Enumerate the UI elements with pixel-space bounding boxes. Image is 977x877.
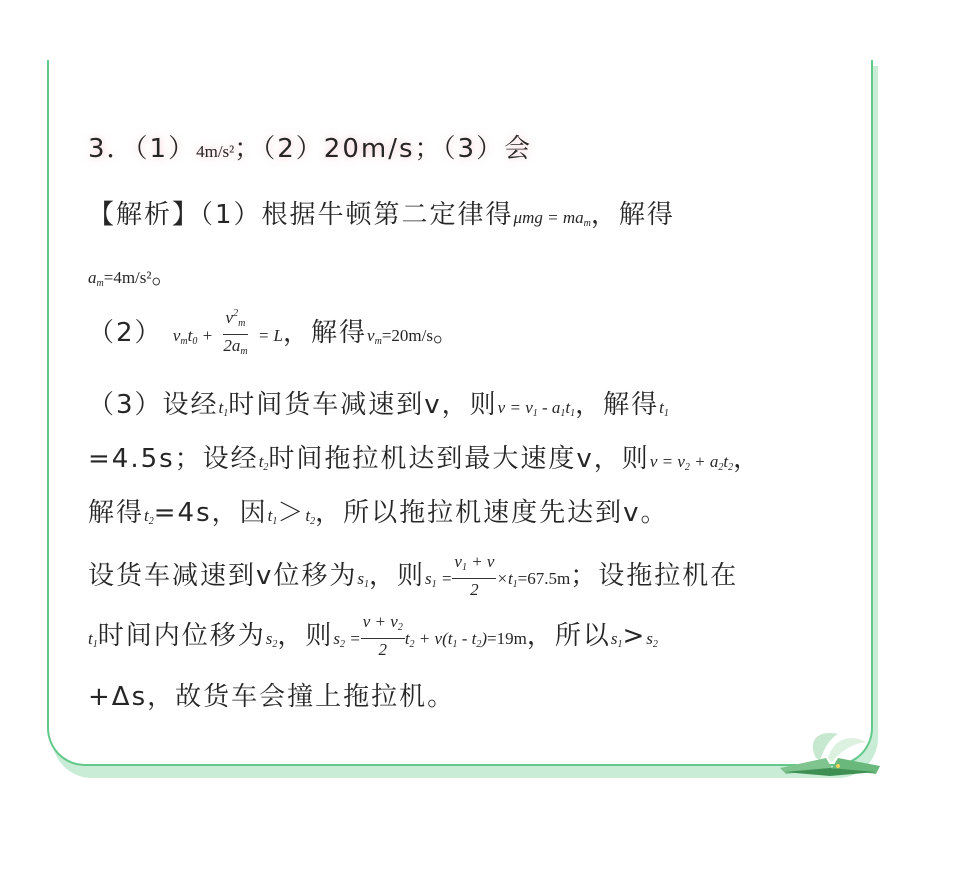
open-book-icon (776, 728, 886, 778)
analysis-part3-line4: 设货车减速到v位移为$s_1$，则$s_1$ = $\frac{v_1 + v}{2}$ $\times t_1=67.5m$；设拖拉机在 (88, 552, 739, 599)
analysis-line-2: $a_m=4m/s^2$。 (88, 260, 180, 290)
eq-vt: $v_mt_0$ + (172, 326, 214, 347)
analysis-part3-line2: =4.5s；设经$t_2$时间拖拉机达到最大速度v，则$v = v_2 + a_2t_2$， (88, 444, 762, 474)
answer-part1: 4m/s² (196, 142, 235, 161)
fraction-vm2-2am: $\frac{v^2_m}{2a_m}$ (223, 304, 247, 363)
fraction-v1-plus-v: $\frac{v_1 + v}{2}$ (454, 552, 495, 599)
analysis-part3-line6: +Δs，故货车会撞上拖拉机。 (88, 682, 456, 712)
fraction-v-plus-v2: $\frac{v + v_2}{2}$ (362, 612, 403, 659)
analysis-part3-line3: 解得$t_2=4s$，因$t_1>t_2$，所以拖拉机速度先达到v。 (88, 498, 669, 528)
eq-newton: $\mu mg = ma_m$ (513, 208, 591, 229)
eq-v-decel: $v = v_1 - a_1t_1$ (497, 398, 576, 419)
analysis-part3-line1: （3）设经$t_1$时间货车减速到v，则$v = v_1 - a_1t_1$，解得$t_1$ (88, 390, 669, 420)
analysis-line-1: 【解析】（1）根据牛顿第二定律得$\mu mg = ma_m$，解得 (88, 200, 675, 230)
eq-v-accel: $v = v_2 + a_2t_2$ (649, 452, 734, 473)
answer-part2-3: ；（2）20m/s；（3）会 (234, 134, 533, 164)
eq-am: $a_m$ (88, 268, 104, 289)
analysis-part3-line5: $t_1$时间内位移为$s_2$，则$s_2$ = $\frac{v + v_2}{2}$ $t_2 + v(t_1 - t_2)=19m$，所以$s_1>s_2$ (88, 612, 658, 659)
answer-number: 3．（1） (88, 134, 197, 164)
analysis-part2: （2） $v_mt_0$ + $\frac{v^2_m}{2a_m}$ = L，解得$v_m=20m/s$。 (88, 304, 461, 363)
answer-line (88, 128, 532, 165)
